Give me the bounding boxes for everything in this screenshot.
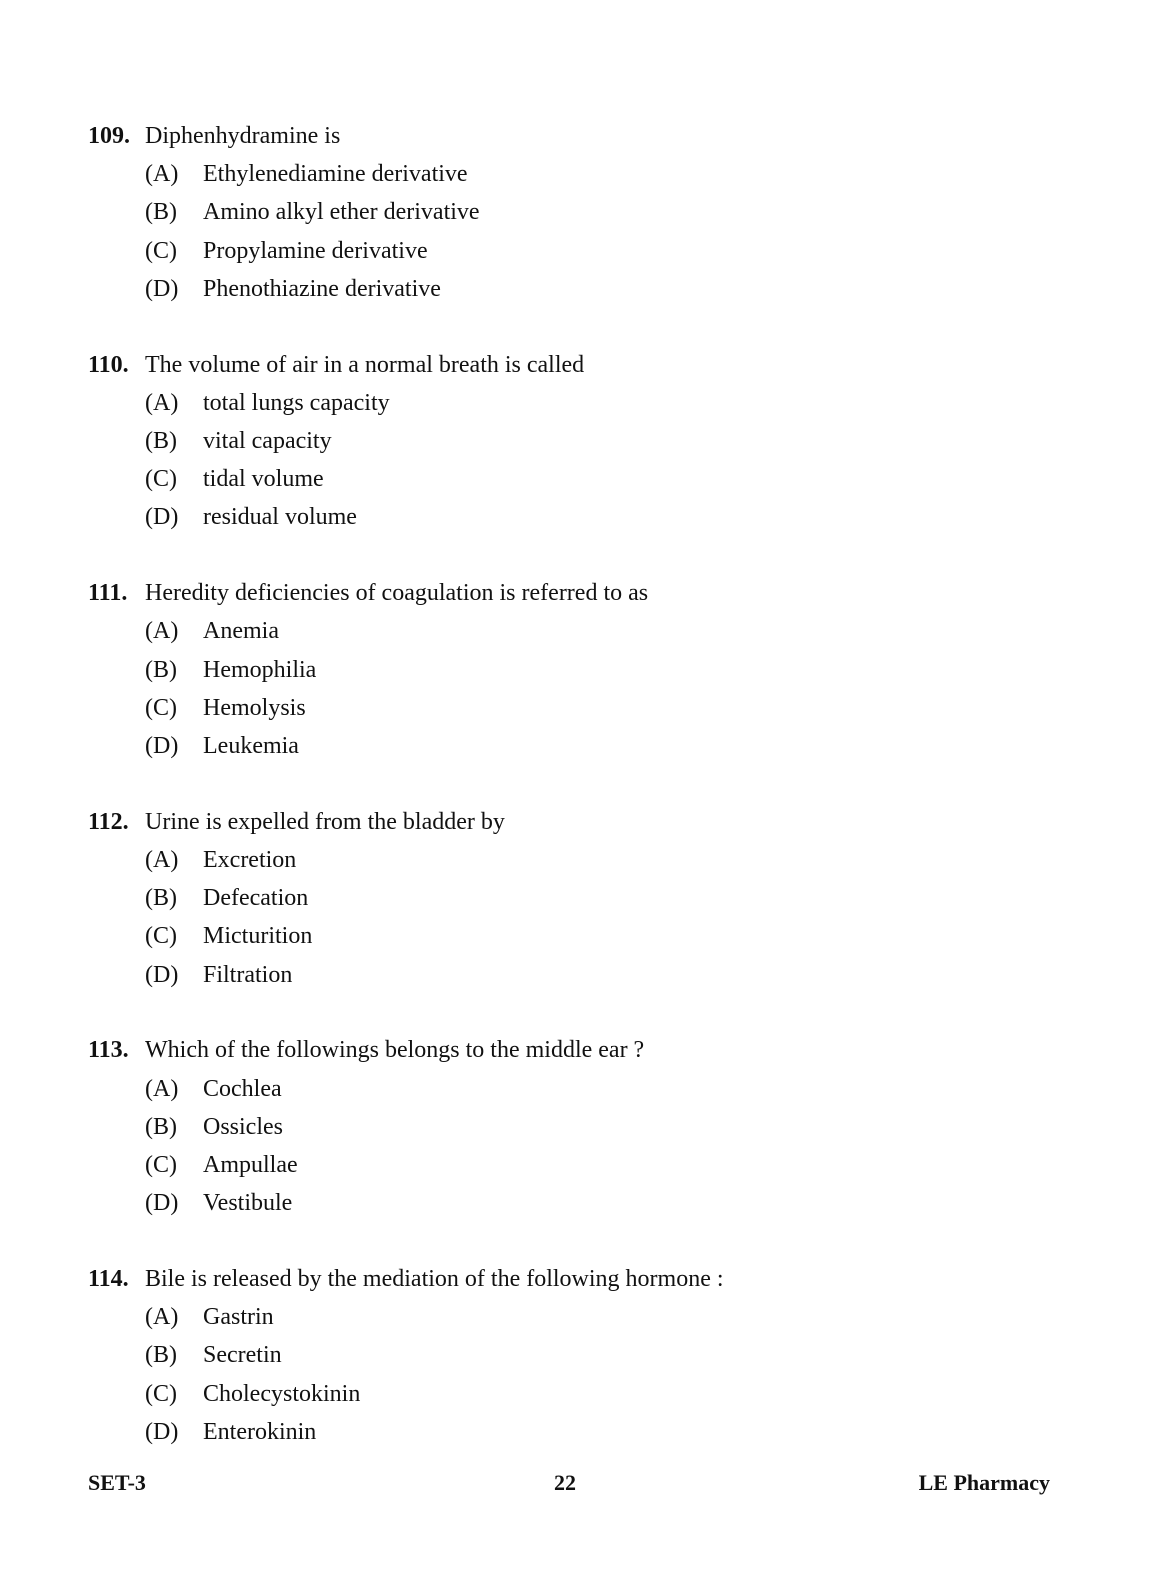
- option-text: Amino alkyl ether derivative: [203, 199, 480, 226]
- option-a: [88, 1070, 1088, 1108]
- option-text: Leukemia: [203, 732, 299, 759]
- option-letter: (C): [145, 237, 177, 264]
- option-letter: (C): [145, 694, 177, 721]
- option-letter: (B): [145, 427, 177, 454]
- question-number: 109.: [88, 123, 130, 149]
- option-c: [88, 1375, 1088, 1413]
- question-stem: [88, 1260, 1088, 1298]
- option-letter: (B): [145, 656, 177, 683]
- option-text: Cholecystokinin: [203, 1380, 361, 1407]
- question-text: Diphenhydramine is: [145, 123, 341, 149]
- option-b: [88, 1108, 1088, 1146]
- option-d: [88, 1413, 1088, 1451]
- option-text: Secretin: [203, 1342, 282, 1369]
- option-text: Ampullae: [203, 1151, 298, 1178]
- option-text: Phenothiazine derivative: [203, 275, 441, 302]
- option-letter: (A): [145, 618, 179, 645]
- option-text: vital capacity: [203, 427, 332, 454]
- option-c: [88, 232, 1088, 270]
- option-a: [88, 841, 1088, 879]
- question-text: Bile is released by the mediation of the following hormone :: [145, 1265, 724, 1292]
- question-114: [88, 1260, 1088, 1489]
- option-letter: (A): [145, 1304, 179, 1331]
- question-text: Urine is expelled from the bladder by: [145, 808, 505, 835]
- option-d: [88, 498, 1088, 536]
- option-text: tidal volume: [203, 466, 324, 493]
- option-letter: (D): [145, 1418, 179, 1445]
- option-letter: (B): [145, 885, 177, 912]
- question-number: 110.: [88, 351, 129, 378]
- option-b: [88, 1336, 1088, 1374]
- option-text: Ossicles: [203, 1113, 283, 1140]
- option-text: Excretion: [203, 846, 297, 873]
- option-b: [88, 651, 1088, 689]
- option-b: [88, 193, 1088, 231]
- question-text: Heredity deficiencies of coagulation is referred to as: [145, 580, 649, 607]
- option-a: [88, 384, 1088, 422]
- option-c: [88, 1146, 1088, 1184]
- page-number: 22: [554, 1470, 576, 1495]
- question-113: [88, 1031, 1088, 1260]
- set-label: SET-3: [88, 1470, 146, 1495]
- question-number: 114.: [88, 1265, 129, 1292]
- question-stem: [88, 803, 1088, 841]
- option-letter: (B): [145, 1113, 177, 1140]
- option-letter: (D): [145, 1190, 179, 1217]
- option-text: Hemolysis: [203, 694, 306, 721]
- option-text: total lungs capacity: [203, 389, 390, 416]
- option-text: Ethylenediamine derivative: [203, 161, 468, 188]
- option-d: [88, 1184, 1088, 1222]
- option-letter: (D): [145, 732, 179, 759]
- option-text: Gastrin: [203, 1304, 274, 1331]
- question-112: [88, 803, 1088, 1032]
- option-c: [88, 689, 1088, 727]
- question-number: 112.: [88, 808, 129, 835]
- option-letter: (D): [145, 961, 179, 988]
- question-111: [88, 574, 1088, 803]
- option-letter: (A): [145, 161, 179, 188]
- option-letter: (A): [145, 389, 179, 416]
- option-text: Propylamine derivative: [203, 237, 428, 264]
- option-c: [88, 460, 1088, 498]
- question-list: [88, 117, 1088, 1489]
- option-text: Enterokinin: [203, 1418, 317, 1445]
- option-text: Micturition: [203, 923, 313, 950]
- question-stem: [88, 1031, 1088, 1069]
- option-letter: (B): [145, 199, 177, 226]
- page-footer: [88, 1470, 1050, 1500]
- option-letter: (C): [145, 466, 177, 493]
- option-text: residual volume: [203, 504, 357, 531]
- option-letter: (B): [145, 1342, 177, 1369]
- question-text: Which of the followings belongs to the middle ear ?: [145, 1037, 645, 1064]
- option-a: [88, 1298, 1088, 1336]
- question-stem: [88, 117, 1088, 155]
- question-number: 111.: [88, 580, 128, 607]
- question-stem: [88, 574, 1088, 612]
- option-text: Cochlea: [203, 1075, 282, 1102]
- option-letter: (C): [145, 923, 177, 950]
- option-text: Defecation: [203, 885, 309, 912]
- option-d: [88, 727, 1088, 765]
- option-letter: (D): [145, 275, 179, 302]
- option-d: [88, 270, 1088, 308]
- option-text: Vestibule: [203, 1190, 293, 1217]
- option-letter: (C): [145, 1380, 177, 1407]
- option-text: Filtration: [203, 961, 293, 988]
- option-c: [88, 917, 1088, 955]
- option-letter: (A): [145, 1075, 179, 1102]
- option-letter: (A): [145, 846, 179, 873]
- option-text: Anemia: [203, 618, 279, 645]
- option-b: [88, 422, 1088, 460]
- question-109: [88, 117, 1088, 346]
- option-letter: (D): [145, 504, 179, 531]
- option-d: [88, 956, 1088, 994]
- question-text: The volume of air in a normal breath is called: [145, 351, 585, 378]
- option-b: [88, 879, 1088, 917]
- option-letter: (C): [145, 1151, 177, 1178]
- option-a: [88, 612, 1088, 650]
- option-a: [88, 155, 1088, 193]
- subject-label: LE Pharmacy: [918, 1470, 1050, 1495]
- question-stem: [88, 346, 1088, 384]
- option-text: Hemophilia: [203, 656, 317, 683]
- question-110: [88, 346, 1088, 575]
- question-number: 113.: [88, 1037, 129, 1064]
